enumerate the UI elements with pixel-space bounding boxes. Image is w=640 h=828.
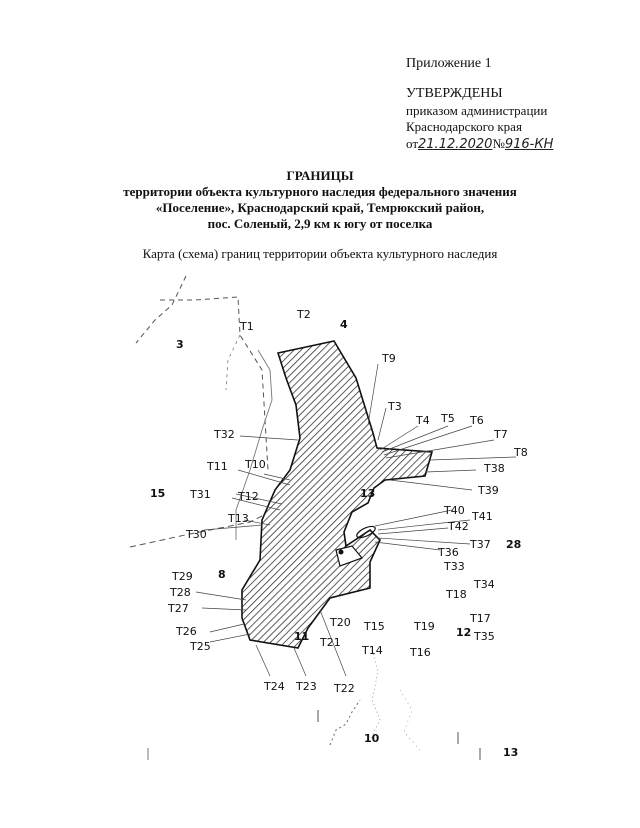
boundary-point-label: Т7 xyxy=(494,428,508,441)
boundary-point-label: Т30 xyxy=(186,528,207,541)
boundary-point-label: Т34 xyxy=(474,578,495,591)
field-trace-2 xyxy=(370,650,380,740)
boundary-point-label: Т39 xyxy=(478,484,499,497)
appendix-label: Приложение 1 xyxy=(406,56,492,71)
boundary-point-label: Т22 xyxy=(334,682,355,695)
boundary-point-label: Т37 xyxy=(470,538,491,551)
zone-number-label: 8 xyxy=(218,568,226,581)
boundary-point-label: Т11 xyxy=(207,460,228,473)
title-line-1: территории объекта культурного наследия федерального значения xyxy=(123,184,517,199)
dashed-parcel-line-2 xyxy=(136,276,186,343)
approval-line-1: приказом администрации xyxy=(406,103,548,118)
boundary-point-label: Т21 xyxy=(320,636,341,649)
boundary-point-label: Т15 xyxy=(364,620,385,633)
boundary-point-label: Т13 xyxy=(228,512,249,525)
date-prefix: от xyxy=(406,136,419,151)
boundary-point-label: Т29 xyxy=(172,570,193,583)
zone-number-label: 28 xyxy=(506,538,522,551)
boundary-point-label: Т12 xyxy=(238,490,259,503)
boundary-point-label: Т6 xyxy=(470,414,484,427)
boundary-point-label: Т5 xyxy=(441,412,455,425)
boundary-point-label: Т41 xyxy=(472,510,493,523)
boundary-point-label: Т24 xyxy=(264,680,285,693)
boundary-point-label: Т9 xyxy=(382,352,396,365)
title-line-2: «Поселение», Краснодарский край, Темрюкский район, xyxy=(155,200,485,215)
boundary-point-label: Т33 xyxy=(444,560,465,573)
zone-number-label: 11 xyxy=(294,630,310,643)
boundary-point-label: Т32 xyxy=(214,428,235,441)
field-trace-3 xyxy=(400,690,420,750)
handwritten-number: 916-КН xyxy=(504,137,554,152)
boundary-point-label: Т16 xyxy=(410,646,431,659)
boundary-point-label: Т20 xyxy=(330,616,351,629)
cultural-heritage-territory xyxy=(242,341,432,648)
boundary-point-label: Т3 xyxy=(388,400,402,413)
boundary-point-label: Т42 xyxy=(448,520,469,533)
approved-label: УТВЕРЖДЕНЫ xyxy=(406,86,503,101)
zone-number-label: 15 xyxy=(150,487,166,500)
boundary-point-label: Т40 xyxy=(444,504,465,517)
boundary-point-label: Т8 xyxy=(514,446,528,459)
zone-number-label: 13 xyxy=(360,487,376,500)
boundary-point-label: Т10 xyxy=(245,458,266,471)
boundary-point-label: Т35 xyxy=(474,630,495,643)
boundary-point-label: Т14 xyxy=(362,644,383,657)
document-heading: ГРАНИЦЫ xyxy=(286,168,354,183)
boundary-point-label: Т36 xyxy=(438,546,459,559)
boundary-point-label: Т19 xyxy=(414,620,435,633)
boundary-point-label: Т1 xyxy=(240,320,254,333)
boundary-point-label: Т4 xyxy=(416,414,430,427)
boundary-point-label: Т27 xyxy=(168,602,189,615)
point-marker xyxy=(339,550,344,555)
boundary-point-label: Т28 xyxy=(170,586,191,599)
boundary-point-label: Т17 xyxy=(470,612,491,625)
field-trace-1 xyxy=(330,700,360,745)
boundary-point-label: Т26 xyxy=(176,625,197,638)
zone-number-label: 12 xyxy=(456,626,472,639)
boundary-point-label: Т38 xyxy=(484,462,505,475)
boundary-point-label: Т31 xyxy=(190,488,211,501)
boundary-point-label: Т25 xyxy=(190,640,211,653)
boundary-point-label: Т18 xyxy=(446,588,467,601)
number-sign: № xyxy=(492,136,505,151)
zone-number-label: 13 xyxy=(503,746,519,759)
approval-line-2: Краснодарского края xyxy=(406,119,522,134)
dashed-parcel-line-4 xyxy=(226,335,240,390)
title-line-3: пос. Соленый, 2,9 км к югу от поселка xyxy=(207,216,433,231)
map-caption: Карта (схема) границ территории объекта культурного наследия xyxy=(142,246,498,261)
boundary-point-label: Т2 xyxy=(297,308,311,321)
boundary-point-label: Т23 xyxy=(296,680,317,693)
zone-number-label: 10 xyxy=(364,732,380,745)
handwritten-date: 21.12.2020 xyxy=(418,137,493,152)
zone-number-label: 3 xyxy=(176,338,184,351)
zone-number-label: 4 xyxy=(340,318,348,331)
